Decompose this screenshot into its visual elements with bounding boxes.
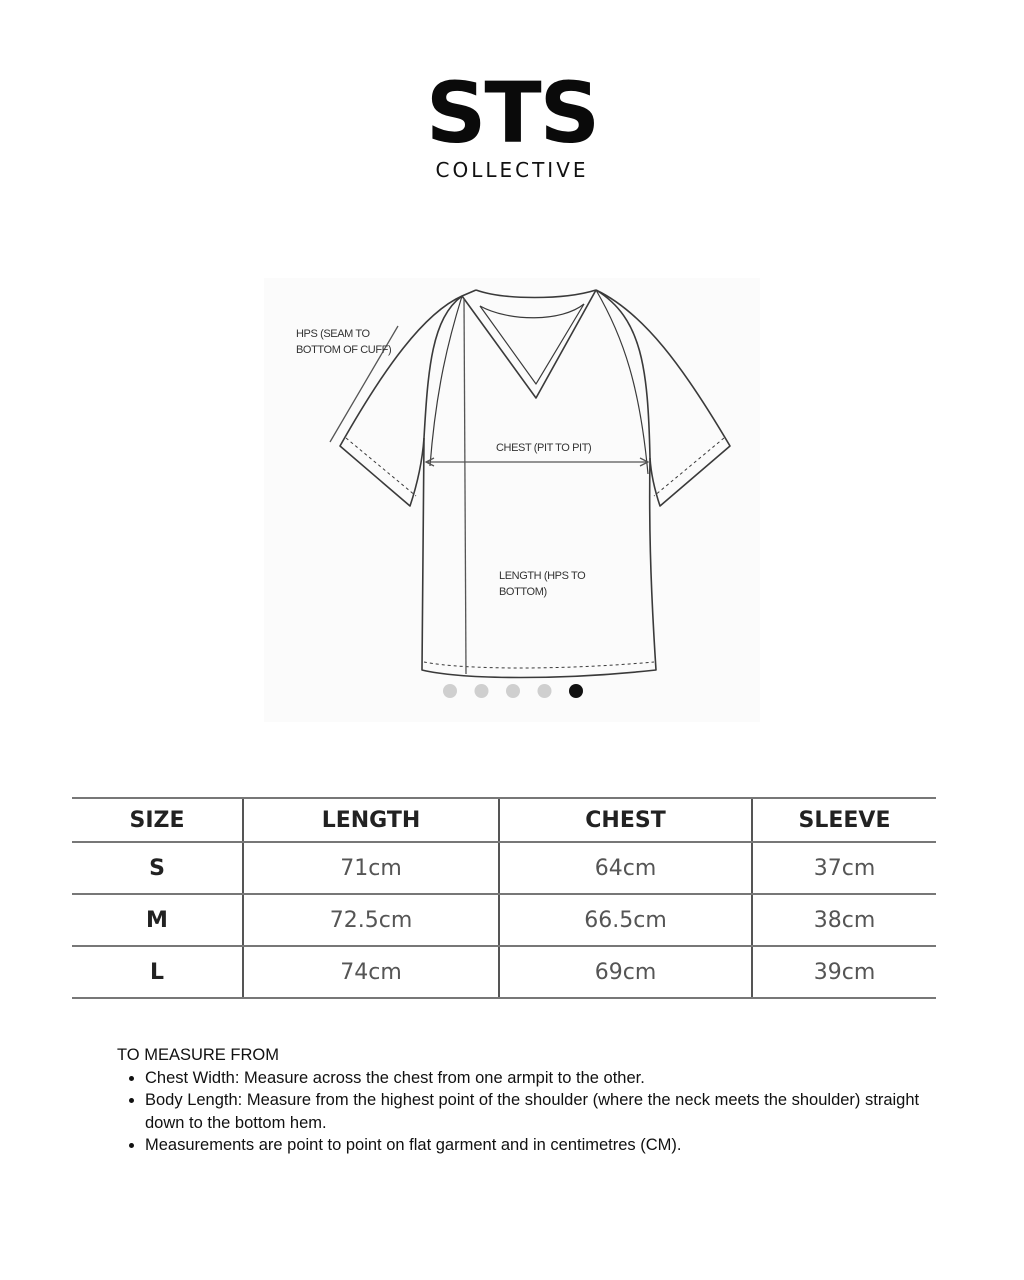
pager-dot-active[interactable] <box>569 684 583 698</box>
header-length: LENGTH <box>243 798 499 842</box>
header-sleeve: SLEEVE <box>752 798 936 842</box>
sleeve-cell: 38cm <box>752 894 936 946</box>
right-cuff-stitch <box>654 438 724 496</box>
chest-cell: 64cm <box>499 842 752 894</box>
neckline-outer <box>476 290 596 298</box>
logo-subtitle: COLLECTIVE <box>435 158 589 182</box>
size-cell: L <box>72 946 243 998</box>
length-label-line2: BOTTOM) <box>499 586 547 598</box>
length-label-line1: LENGTH (HPS TO <box>499 570 586 582</box>
left-raglan-seam <box>430 296 462 466</box>
chest-cell: 69cm <box>499 946 752 998</box>
size-chart-table <box>72 797 936 999</box>
list-item: • Chest Width: Measure across the chest from one armpit to the other. <box>145 1067 937 1090</box>
carousel-pager <box>443 684 583 698</box>
size-cell: S <box>72 842 243 894</box>
table-row <box>72 894 936 946</box>
pager-dot[interactable] <box>506 684 520 698</box>
hps-label-line2: BOTTOM OF CUFF) <box>296 344 392 356</box>
neckline-rib <box>480 304 584 318</box>
length-cell: 72.5cm <box>243 894 499 946</box>
pager-dot[interactable] <box>475 684 489 698</box>
size-table-header-row <box>72 798 936 842</box>
chest-cell: 66.5cm <box>499 894 752 946</box>
pager-dot[interactable] <box>538 684 552 698</box>
right-raglan-seam <box>596 290 648 474</box>
chest-label: CHEST (PIT TO PIT) <box>496 442 592 454</box>
brand-logo <box>0 64 1024 182</box>
shirt-body-outline <box>422 290 656 678</box>
hem-stitch <box>424 662 654 668</box>
list-item: • Body Length: Measure from the highest point of the shoulder (where the neck meets the shoulder) straight down to the bottom hem. <box>145 1089 937 1134</box>
logo-wordmark: STS <box>425 64 599 162</box>
length-cell: 74cm <box>243 946 499 998</box>
length-measure-line <box>464 298 466 674</box>
neckline-v-inner <box>480 304 584 384</box>
sleeve-cell: 39cm <box>752 946 936 998</box>
left-cuff-stitch <box>346 438 416 496</box>
measuring-notes <box>117 1044 937 1157</box>
table-row <box>72 842 936 894</box>
hps-label-line1: HPS (SEAM TO <box>296 328 370 340</box>
right-sleeve-outline <box>596 290 730 506</box>
header-size: SIZE <box>72 798 243 842</box>
notes-heading: TO MEASURE FROM <box>117 1046 279 1064</box>
table-row <box>72 946 936 998</box>
list-item: • Measurements are point to point on flat garment and in centimetres (CM). <box>145 1134 937 1157</box>
pager-dot[interactable] <box>443 684 457 698</box>
neckline-v-outer <box>462 290 596 398</box>
sleeve-cell: 37cm <box>752 842 936 894</box>
length-cell: 71cm <box>243 842 499 894</box>
size-cell: M <box>72 894 243 946</box>
header-chest: CHEST <box>499 798 752 842</box>
tshirt-illustration <box>264 278 760 722</box>
tshirt-measurement-diagram <box>264 278 760 722</box>
notes-list <box>117 1067 937 1157</box>
